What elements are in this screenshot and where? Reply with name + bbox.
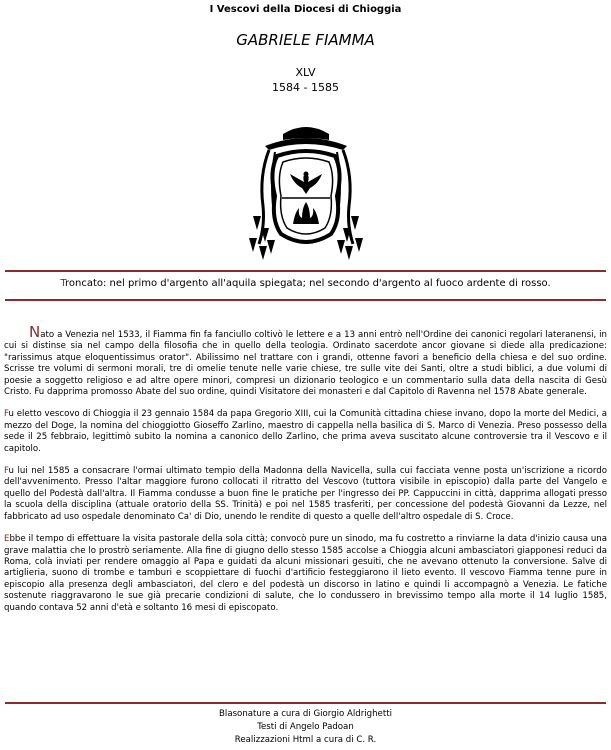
paragraph (4, 323, 607, 398)
paragraph (4, 409, 607, 455)
divider-bottom (5, 702, 606, 704)
initial-letter: F (4, 466, 9, 477)
paragraph (4, 534, 607, 614)
blazon-text: roncato: nel primo d'argento all'aquila spiegata; nel secondo d'argento al fuoco ardente di rosso. (64, 278, 551, 289)
credits (0, 708, 611, 747)
biography-text (4, 323, 607, 625)
initial-letter: F (4, 409, 9, 420)
site-title: I Vescovi della Diocesi di Chioggia (209, 4, 402, 15)
episcopate-years: 1584 - 1585 (272, 81, 339, 94)
blazon-description (0, 278, 611, 289)
paragraph (4, 466, 607, 523)
drop-cap: N (29, 323, 41, 341)
coat-of-arms-eagle-flames-icon (245, 116, 367, 268)
paragraph-text: ato a Venezia nel 1533, il Fiamma fin fa fanciullo coltivò le lettere e a 13 anni entrò nell'Ordine dei canonici regolari lateranensi, in cui si distinse sia nel campo della filosofia che in quello della teologia. Ordinato sacerdote ancor giovane si diede alla predicazione: "rarissimus atque eloquentissimus orator". Abilissimo nel trattare con i grandi, ottenne favori a beneficio della chiesa e del suo ordine. Scrisse tre volumi di sermoni morali, tre di omelie tenute nelle varie chiese, tre sulle vite dei Santi, oltre a studi biblici, a due volumi di poesie a soggetto religioso e ad altre opere minori, compresi un dizionario teologico e un commentario sulla data della nascita di Gesù Cristo. Fu dapprima promosso Abate del suo ordine, quindi Visitatore dei monasteri e dal Capitolo di Ravenna nel 1578 Abate generale. (4, 330, 607, 398)
initial-letter: E (4, 534, 10, 545)
paragraph-text: u eletto vescovo di Chioggia il 23 gennaio 1584 da papa Gregorio XIII, cui la Comunità cittadina chiese invano, dopo la morte del Medici, a mezzo del Doge, la nomina del chioggiotto Gioseffo Zarlino, maestro di cappella nella basilica di S. Marco di Venezia. Preso possesso della sede il 25 febbraio, legittimò subito la nomina a canonico dello Zarlino, che prima aveva suscitato alcune controversie tra il Vescovo e il capitolo. (4, 409, 607, 454)
credit-html: Realizzazioni Html a cura di C. R. (234, 735, 377, 745)
bishop-number: XLV (295, 66, 316, 79)
credit-blazon: Blasonature a cura di Giorgio Aldrighetti (219, 709, 392, 719)
divider-middle (5, 299, 606, 301)
paragraph-text: bbe il tempo di effettuare la visita pastorale della sola città; convocò pure un sinodo, ma fu costretto a rinviarne la data d'inizio causa una grave malattia che lo prostrò seriamente. Alla fine di giugno dello stesso 1585 accolse a Chioggia alcuni ambasciatori giapponesi reduci da Roma, colà inviati per rendere omaggio al Papa e guidati da alcuni missionari gesuiti, che ne avevano ottenuto la conversione. Salve di artiglieria, suono di trombe e tamburi e scoppiettare di fuochi d'artificio festeggiarono il lieto evento. Il vescovo Fiamma tenne pure in episcopio alla presenza degli ambasciatori, del clero e del podestà un discorso in latino e quindi li accompagnò a Venezia. Le fatiche sostenute riaggravarono le sue già precarie condizioni di salute, che lo condussero in brevissimo tempo alla morte il 14 luglio 1585, quando contava 52 anni d'età e soltanto 16 mesi di episcopato. (4, 534, 607, 613)
blazon-initial: T (60, 278, 65, 289)
divider-top (5, 270, 606, 272)
credit-texts: Testi di Angelo Padoan (257, 722, 354, 732)
paragraph-text: u lui nel 1585 a consacrare l'ormai ultimato tempio della Madonna della Navicella, sulla cui facciata venne posta un'iscrizione a ricordo dell'avvenimento. Presso l'altar maggiore furono collocati il ritratto del Vescovo (tuttora visibile in episcopio) dalla parte del Vangelo e quello del Podestà dall'altra. Il Fiamma condusse a buon fine le pratiche per l'ingresso dei PP. Cappuccini in città, dapprima allogati presso la scuola della disciplina (attuale oratorio della SS. Trinità) e poi nel 1585 trasferiti, per concessione del podestà Giovanni da Lezze, nel fabbricato ad uso ospedale denominato Ca' di Dio, unendo le rendite di questo a quelle dell'altro ospedale di S. Croce. (4, 466, 607, 522)
bishop-name: GABRIELE FIAMMA (236, 31, 375, 49)
